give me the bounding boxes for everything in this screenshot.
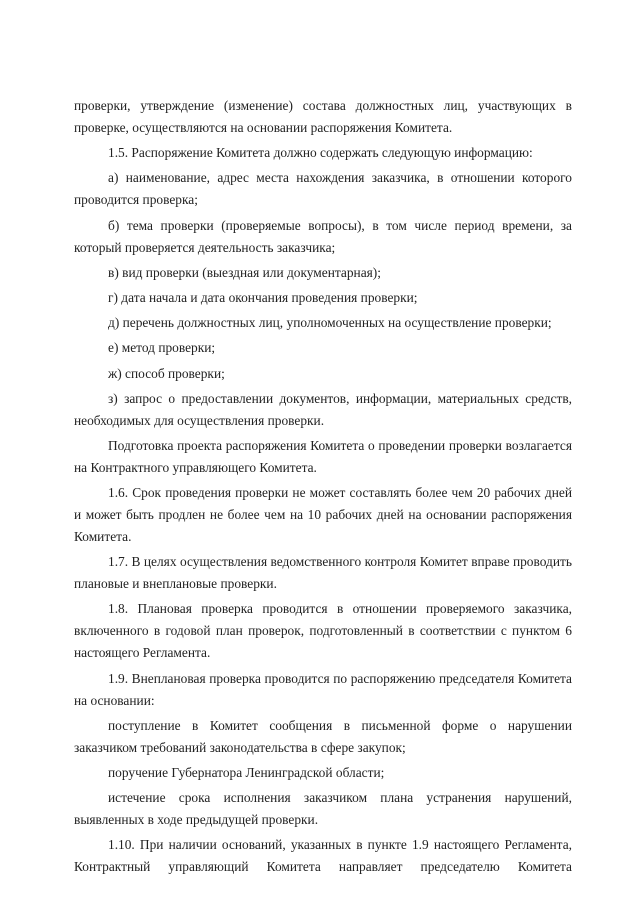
document-body [74, 95, 572, 882]
paragraph-1-10: 1.10. При наличии оснований, указанных в пункте 1.9 настоящего Регламента, Контрактный управляющий Комитета направляет председателю Комитета [74, 837, 572, 875]
list-item-v: в) вид проверки (выездная или документарная); [108, 264, 381, 280]
list-item-a: а) наименование, адрес места нахождения заказчика, в отношении которого проводится проверка; [74, 170, 572, 208]
list-item-z: з) запрос о предоставлении документов, информации, материальных средств, необходимых для осуществления проверки. [74, 390, 572, 428]
paragraph-preparation: Подготовка проекта распоряжения Комитета о проведении проверки возлагается на Контрактного управляющего Комитета. [74, 437, 572, 475]
paragraph-continuation: проверки, утверждение (изменение) состава должностных лиц, участвующих в проверке, осуществляются на основании распоряжения Комитета. [74, 98, 572, 135]
paragraph-1-8: 1.8. Плановая проверка проводится в отношении проверяемого заказчика, включенного в годовой план проверок, подготовленный в соответствии с пунктом 6 настоящего Регламента. [74, 601, 572, 661]
list-item-zh: ж) способ проверки; [108, 365, 225, 381]
list-item-d: д) перечень должностных лиц, уполномоченных на осуществление проверки; [108, 315, 552, 331]
paragraph-1-7: 1.7. В целях осуществления ведомственного контроля Комитет вправе проводить плановые и внеплановые проверки. [74, 554, 572, 592]
paragraph-1-9: 1.9. Внеплановая проверка проводится по распоряжению председателя Комитета на основании: [74, 670, 572, 708]
paragraph-1-5: 1.5. Распоряжение Комитета должно содержать следующую информацию: [108, 145, 533, 161]
paragraph-1-6: 1.6. Срок проведения проверки не может составлять более чем 20 рабочих дней и может быть продлен не более чем на 10 рабочих дней на основании распоряжения Комитета. [74, 485, 572, 545]
basis-item-2: поручение Губернатора Ленинградской области; [108, 765, 385, 780]
basis-item-3: истечение срока исполнения заказчиком плана устранения нарушений, выявленных в ходе предыдущей проверки. [74, 790, 572, 828]
list-item-g: г) дата начала и дата окончания проведения проверки; [108, 289, 418, 305]
basis-item-1: поступление в Комитет сообщения в письменной форме о нарушении заказчиком требований законодательства в сфере закупок; [74, 717, 572, 755]
list-item-e: е) метод проверки; [108, 340, 216, 356]
list-item-b: б) тема проверки (проверяемые вопросы), в том числе период времени, за который проверяется деятельность заказчика; [74, 217, 572, 255]
